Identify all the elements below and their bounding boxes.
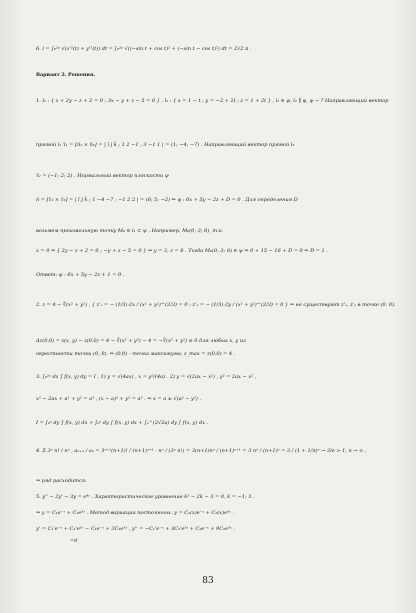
underbrace-note: =0 [70, 538, 78, 544]
line-maximum-point: окрестности точки (0, 0). ⇒ (0,0) - точка максимума, z_max = z(0,0) = 4 . [36, 351, 236, 357]
line-arbitrary-point: возьмем произвольную точку M₀ ∈ l₁ ⊂ ψ . Например, M₀(0; 3; 8), т.к. [36, 228, 224, 234]
line-problem-6-length: 6. l = ∫₀²ᵖ √(x'²(t) + y'²(t)) dt = ∫₀²ᵖ √((−sin t + cos t)² + (−sin t − cos t)²) dt = 2√2 π . [36, 46, 252, 52]
line-system-x0: x = 0 ⇒ { 2y − z + 2 = 0 ; −y + z − 5 = 0 } ⇒ y = 3, z = 8 . Тогда M₀(0; 3; 8) ∈ ψ ⇒ 0 + 15 − 16 + D = 0 ⇒ D = 1 . [36, 248, 328, 254]
line-direction-vector-l1: прямой l₁ τ̄₁ = [n̄₁ × n̄₂] = | ī j̄ k̄ ; 1 2 −1 ; 3 −1 1 | = (1; −4; −7) . Направляющий вектор прямой l₂ [36, 142, 295, 148]
line-problem-3-integral: 3. ∫₀²ᵃ dx ∫ f(x, y) dy = I , 1) y = √(4ax) , x = y²/(4a) . 2) y = √(2ax − x²) , y² = 2ax − x² , [36, 374, 257, 380]
page-number: 83 [202, 576, 214, 586]
line-derivatives: y' = C₁'e⁻ˣ + C₂'e³ˣ − C₁e⁻ˣ + 3C₂e³ˣ , y'' = −C₁'e⁻ˣ + 3C₂'e³ˣ + C₁e⁻ˣ + 9C₂e³ˣ . [36, 526, 235, 532]
line-series-diverges: ⇒ ряд расходится. [36, 478, 87, 484]
line-problem-4-series: 4. Σ 3ⁿ n! / nⁿ , aₙ₊₁ / aₙ = 3ⁿ⁺¹(n+1)! / (n+1)ⁿ⁺¹ · nⁿ / (3ⁿ n!) = 3(n+1)nⁿ / (n+1)ⁿ⁺¹ = 3 nⁿ / (n+1)ⁿ = 3 / (1 + 1/n)ⁿ → 3/e > 1, n → ∞ , [36, 448, 367, 454]
line-problem-2-partials: 2. z = 4 − ∛(x² + y²) , { z'ₓ = − (1/3)·2x / (x² + y²)^(2/3) = 0 ; z'ᵧ = − (1/3)·2y / (x² + y²)^(2/3) = 0 } ⇒ не существуют z'ₓ, z'ᵧ в точке (0, 0). [36, 302, 396, 308]
line-changed-order-integral: I = ∫₀ᵃ dy ∫ f(x, y) dx + ∫₀ᵃ dy ∫ f(x, y) dx + ∫ₐ^(2√2a) dy ∫ f(x, y) dx . [36, 420, 209, 426]
line-normal-vector: n̄ = [τ̄₁ × τ̄₂] = | ī j̄ k̄ ; 1 −4 −7 ; −1 2 2 | = (6; 5; −2) ⇒ ψ : 6x + 5y − 2z + D = 0 . Для определения D [36, 197, 298, 203]
line-answer-plane: Ответ: ψ : 6x + 5y − 2z + 1 = 0 . [36, 272, 125, 278]
section-heading-variant-2: Вариант 2. Решения. [36, 72, 96, 78]
line-increment-dz: Δz(0,0) = z(x, y) − z(0,0) = 4 − ∛(x² + y²) − 4 = −∛(x² + y²) ≤ 0 для любых x, y из [36, 338, 246, 344]
line-general-solution: ⇒ y = C₁e⁻ˣ + C₂e³ˣ . Метод вариации постоянных. y = C₁(x)e⁻ˣ + C₂(x)e³ˣ . [36, 510, 234, 516]
line-problem-1-statement: 1. l₁ : { x + 2y − z + 2 = 0 ; 3x − y + z − 5 = 0 } , l₂ : { x = 1 − t ; y = −2 + 2t ; z = 1 + 2t } , l₁ ∈ ψ, l₂ ∥ ψ, ψ − ? Направляющий вектор [36, 98, 389, 104]
line-problem-5-ode: 5. y'' − 2y' − 3y = e⁴ˣ . Характеристическое уравнение k² − 2k − 3 = 0, k = −1; 3 . [36, 494, 255, 500]
line-circle-equation: x² − 2ax + a² + y² = a² , (x − a)² + y² = a² . ⇒ x = a ± √(a² − y²) . [36, 396, 202, 402]
line-direction-vector-l2: τ̄₂ = (−1; 2; 2) . Нормальный вектор плоскости ψ [36, 173, 169, 179]
